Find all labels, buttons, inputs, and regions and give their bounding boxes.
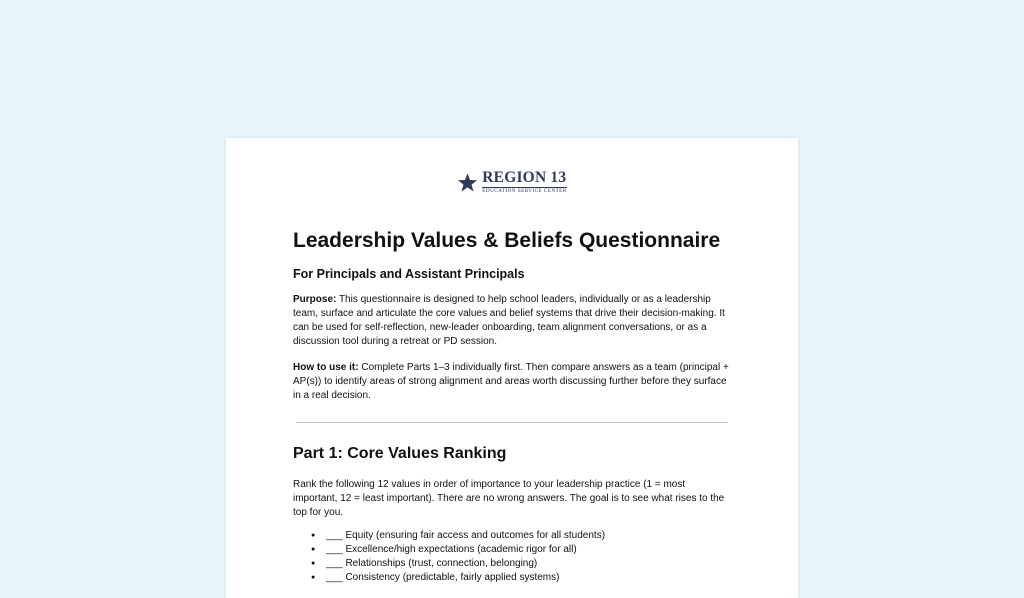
- logo-title: REGION 13: [482, 169, 567, 187]
- purpose-paragraph: [293, 293, 731, 349]
- list-item: ● ___ Relationships (trust, connection, belonging): [311, 557, 731, 571]
- document-title: Leadership Values & Beliefs Questionnaire: [293, 229, 721, 252]
- document-subtitle: For Principals and Assistant Principals: [293, 267, 525, 282]
- star-icon: [457, 172, 478, 193]
- how-to-use-label: How to use it:: [293, 362, 359, 374]
- document-page: [226, 138, 798, 598]
- part1-intro: Rank the following 12 values in order of importance to your leadership practice (1 = most important, 12 = least important). There are no wrong answers. The goal is to see what rises to the top for you.: [293, 479, 725, 519]
- part1-title: Part 1: Core Values Ranking: [293, 445, 507, 463]
- purpose-text: This questionnaire is designed to help school leaders, individually or as a leadership team, surface and articulate the core values and belief systems that drive their decision-making. It can be used for self-reflection, new-leader onboarding, team alignment conversations, or as a discussion tool during a retreat or PD session.: [293, 294, 725, 348]
- list-item: ● ___ Consistency (predictable, fairly applied systems): [311, 571, 731, 585]
- values-list: [293, 529, 731, 585]
- region13-logo: [293, 168, 731, 196]
- list-item: ● ___ Excellence/high expectations (academic rigor for all): [311, 543, 731, 557]
- purpose-label: Purpose:: [293, 294, 337, 306]
- list-item: ● ___ Equity (ensuring fair access and outcomes for all students): [311, 529, 731, 543]
- how-to-use-paragraph: [293, 361, 731, 403]
- logo-subtitle: EDUCATION SERVICE CENTER: [482, 187, 567, 194]
- how-to-use-text: Complete Parts 1–3 individually first. Then compare answers as a team (principal + AP(s)) to identify areas of strong alignment and areas worth discussing further before they surface in a real decision.: [293, 362, 729, 402]
- section-divider: [296, 422, 728, 423]
